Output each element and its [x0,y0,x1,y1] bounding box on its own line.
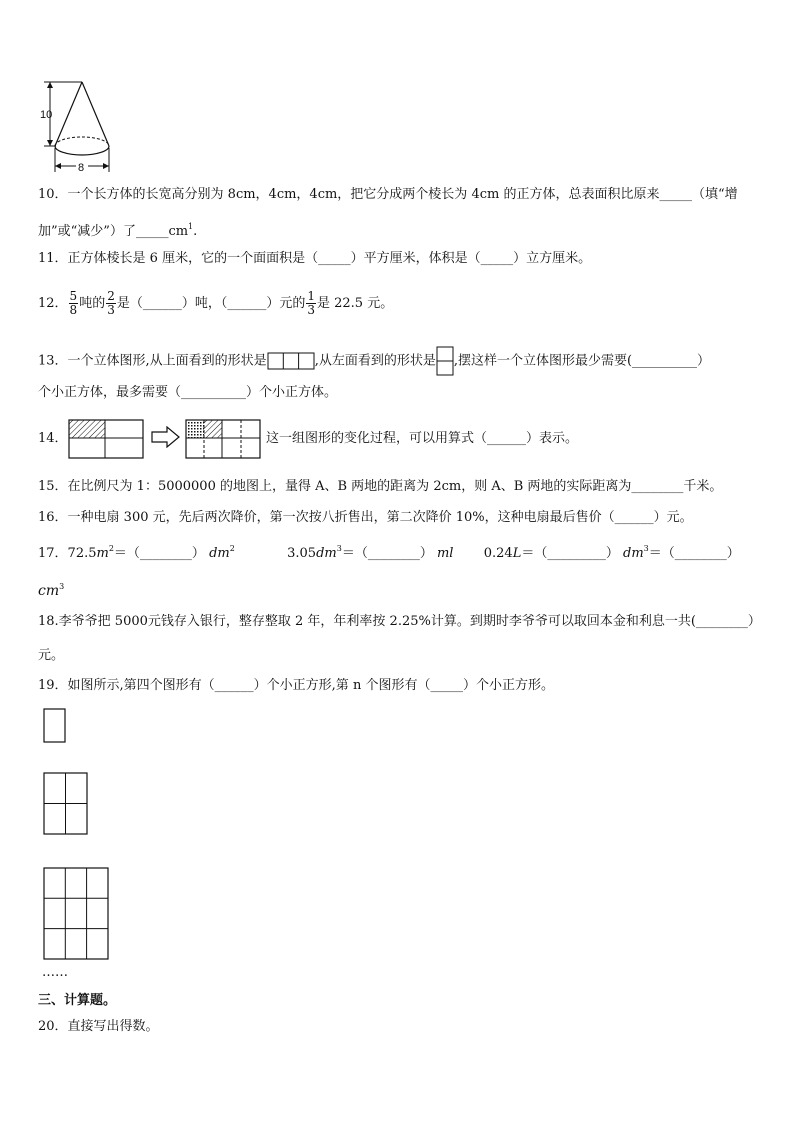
pattern-figure-2 [43,772,89,836]
question-18-line1: 18.李爷爷把 5000元钱存入银行，整存整取 2 年，年利率按 2.25%计算。到期时李爷爷可以取回本金和利息一共(________） [38,614,761,629]
question-14-prefix: 14． [38,431,68,446]
question-11: 11．正方体棱长是 6 厘米，它的一个面面积是（_____）平方厘米，体积是（_____）立方厘米。 [38,251,592,266]
fraction-5-8: $\frac{5}{8}$ [69,289,78,317]
question-20: 20．直接写出得数。 [38,1019,159,1034]
pattern-figure-1 [43,708,67,744]
question-18-line2: 元。 [38,648,65,663]
fraction-2-3: $\frac{2}{3}$ [107,289,115,317]
question-16: 16．一种电扇 300 元，先后两次降价，第一次按八折售出，第二次降价 10%，这种电扇最后售价（______）元。 [38,510,693,525]
q12-text-1: 吨的 [79,296,106,311]
cone-height-label: 10 [40,109,53,121]
q13-text-2: ,从左面看到的形状是 [314,353,436,369]
rectangle-shaded-figure [68,419,144,459]
arrow-right-icon [151,426,181,448]
cone-diameter-label: 8 [78,162,85,174]
fraction-1-3: $\frac{1}{3}$ [307,289,315,317]
cone-base-back [55,137,109,146]
question-19: 19．如图所示,第四个图形有（______）个小正方形,第 n 个图形有（_____）个小正方形。 [38,678,554,693]
question-14-text: 这一组图形的变化过程，可以用算式（______）表示。 [266,431,579,446]
pattern-figure-3 [43,867,110,961]
q10-text-a: 加”或“减少”）了_____cm [38,224,189,239]
q12-text-3: 是 22.5 元。 [317,296,394,311]
question-13-line2: 个小正方体，最多需要（__________）个小正方体。 [38,385,338,400]
question-10-line2 [38,218,197,241]
rectangle-divided-figure [185,419,261,459]
cone-figure [38,78,118,174]
question-10-line1: 10．一个长方体的长宽高分别为 8cm，4cm，4cm，把它分成两个棱长为 4cm 的正方体，总表面积比原来_____（填“增 [38,187,738,202]
q13-text-1: 13．一个立体图形,从上面看到的形状是 [38,353,267,369]
q10-text-b: . [193,224,198,239]
section-3-title: 三、计算题。 [38,993,117,1008]
q12-text-2: 是（______）吨，（______）元的 [116,296,306,311]
ellipsis: …… [42,965,68,980]
left-view-figure [436,346,454,376]
question-15: 15．在比例尺为 1：5000000 的地图上，量得 A、B 两地的距离为 2cm，则 A、B 两地的实际距离为________千米。 [38,479,723,494]
q13-text-3: ,摆这样一个立体图形最少需要(__________） [453,353,711,369]
cone-right-edge [82,82,109,146]
question-17-line1: 17．$72.5m^2=(\_\_\_\_\_\_\_\_)$ $dm^2$ $3.05dm^3=(\_\_\_\_\_\_\_\_)$ ml 0.24L＝（_________） $dm^3=(\_\_\_\_\_\_\_\_)$ [38,544,740,561]
cone-base-front [55,146,109,155]
question-13-line1 [38,346,710,376]
top-view-figure [267,352,315,370]
q10-sup: 1 [188,222,194,231]
question-12 [38,288,393,320]
question-17-line2: $cm^3$ [38,582,65,599]
cone-left-edge [55,82,82,146]
q12-prefix: 12． [38,296,68,311]
